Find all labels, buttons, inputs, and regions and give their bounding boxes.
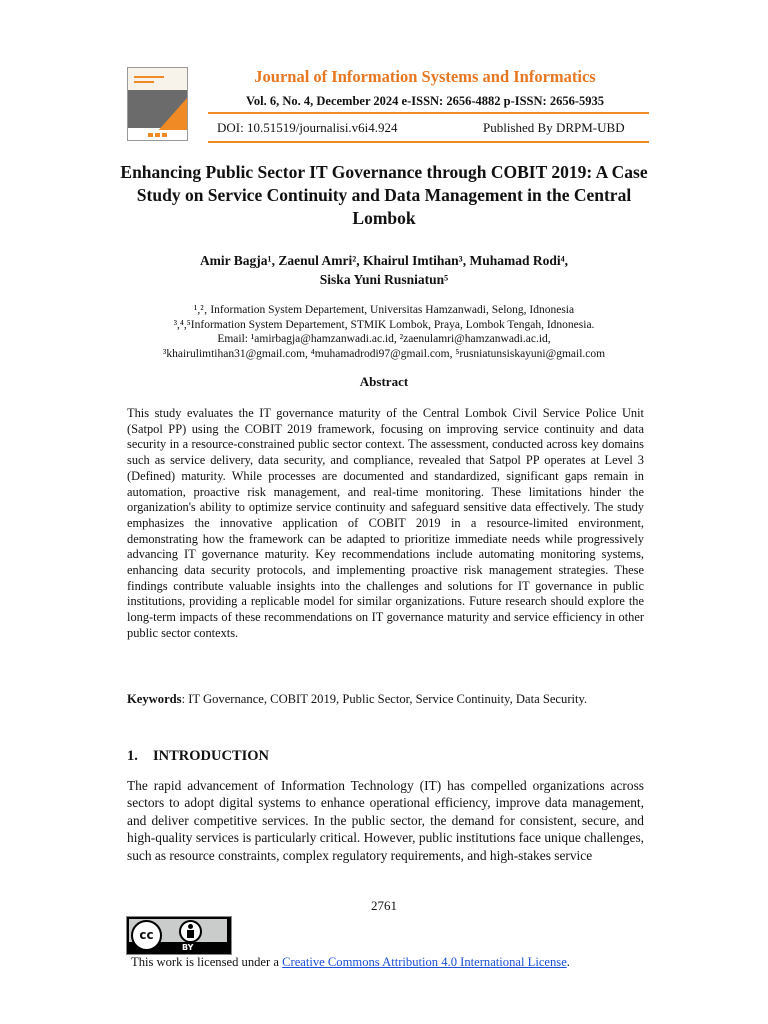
affiliation-2: ³,⁴,⁵Information System Departement, STMIK Lombok, Praya, Lombok Tengah, Idnonesia. (173, 318, 595, 331)
email-line-1: Email: ¹amirbagja@hamzanwadi.ac.id, ²zaenulamri@hamzanwadi.ac.id, (217, 333, 551, 345)
affiliation-1: ¹,²‚ Information System Departement, Universitas Hamzanwadi, Selong, Idnonesia (193, 304, 575, 316)
authors (110, 251, 658, 289)
section-heading-introduction (127, 748, 269, 765)
cc-icon: cc (131, 920, 162, 951)
volume-issn-line: Vol. 6, No. 4, December 2024 e-ISSN: 2656-4882 p-ISSN: 2656-5935 (246, 94, 604, 108)
license-statement (131, 955, 570, 970)
affiliations (100, 303, 668, 361)
keywords (127, 690, 607, 708)
keywords-text: : IT Governance, COBIT 2019, Public Sector, Service Continuity, Data Security. (181, 692, 588, 706)
by-label: BY (182, 943, 194, 952)
cc-by-badge[interactable] (126, 916, 232, 955)
introduction-body: The rapid advancement of Information Technology (IT) has compelled organizations across sectors to adopt digital systems to enhance operational efficiency, improve data management, and deliver competitive services. In the public sector, the demand for consistent, secure, and high-quality services is particularly critical. However, public institutions face unique challenges, such as resource constraints, complex regulatory requirements, and high-stakes service (127, 778, 644, 863)
journal-cover-thumbnail (127, 67, 188, 141)
email-line-2: ³khairulimtihan31@gmail.com, ⁴muhamadrodi97@gmail.com, ⁵rusniatunsiskayuni@gmail.com (162, 347, 606, 360)
license-prefix: This work is licensed under a (131, 955, 283, 969)
authors-line-2: Siska Yuni Rusniatun⁵ (319, 272, 449, 287)
abstract-heading: Abstract (359, 374, 409, 389)
authors-line-1: Amir Bagja¹, Zaenul Amri², Khairul Imtihan³, Muhamad Rodi⁴, (199, 253, 569, 268)
paper-title: Enhancing Public Sector IT Governance through COBIT 2019: A Case Study on Service Continuity and Data Management in the Central Lombok (120, 162, 648, 228)
doi: DOI: 10.51519/journalisi.v6i4.924 (217, 120, 398, 135)
header-divider-bottom (208, 141, 649, 143)
license-link[interactable]: Creative Commons Attribution 4.0 International License (282, 955, 567, 969)
attribution-icon (179, 920, 202, 943)
publisher: Published By DRPM-UBD (483, 120, 625, 135)
header-divider-top (208, 112, 649, 114)
abstract-body: This study evaluates the IT governance maturity of the Central Lombok Civil Service Police Unit (Satpol PP) using the COBIT 2019 framework, focusing on improving service continuity and data security in a resource-constrained public sector context. The assessment, conducted across key domains such as service delivery, data security, and compliance, revealed that Satpol PP operates at Level 3 (Defined) maturity. While processes are documented and standardized, significant gaps remain in automation, proactive risk management, and real-time monitoring. These limitations hinder the organization's ability to optimize service continuity and safeguard sensitive data effectively. The study emphasizes the innovative application of COBIT 2019 in a resource-limited environment, demonstrating how the framework can be adapted to prioritize immediate needs while progressively advancing IT governance maturity. Key recommendations include automating monitoring systems, enhancing data security protocols, and implementing proactive risk management strategies. These findings contribute valuable insights into the challenges and solutions for IT governance in public institutions, providing a replicable model for similar organizations. Future research should explore the long-term impacts of these recommendations on IT governance maturity and service efficiency in other public sector contexts. (127, 406, 644, 640)
page-number: 2761 (371, 898, 397, 913)
journal-title: Journal of Information Systems and Informatics (254, 67, 596, 86)
section-number: 1. (127, 748, 138, 764)
license-suffix: . (566, 955, 570, 969)
keywords-label: Keywords (127, 692, 182, 706)
section-title: INTRODUCTION (153, 748, 270, 764)
